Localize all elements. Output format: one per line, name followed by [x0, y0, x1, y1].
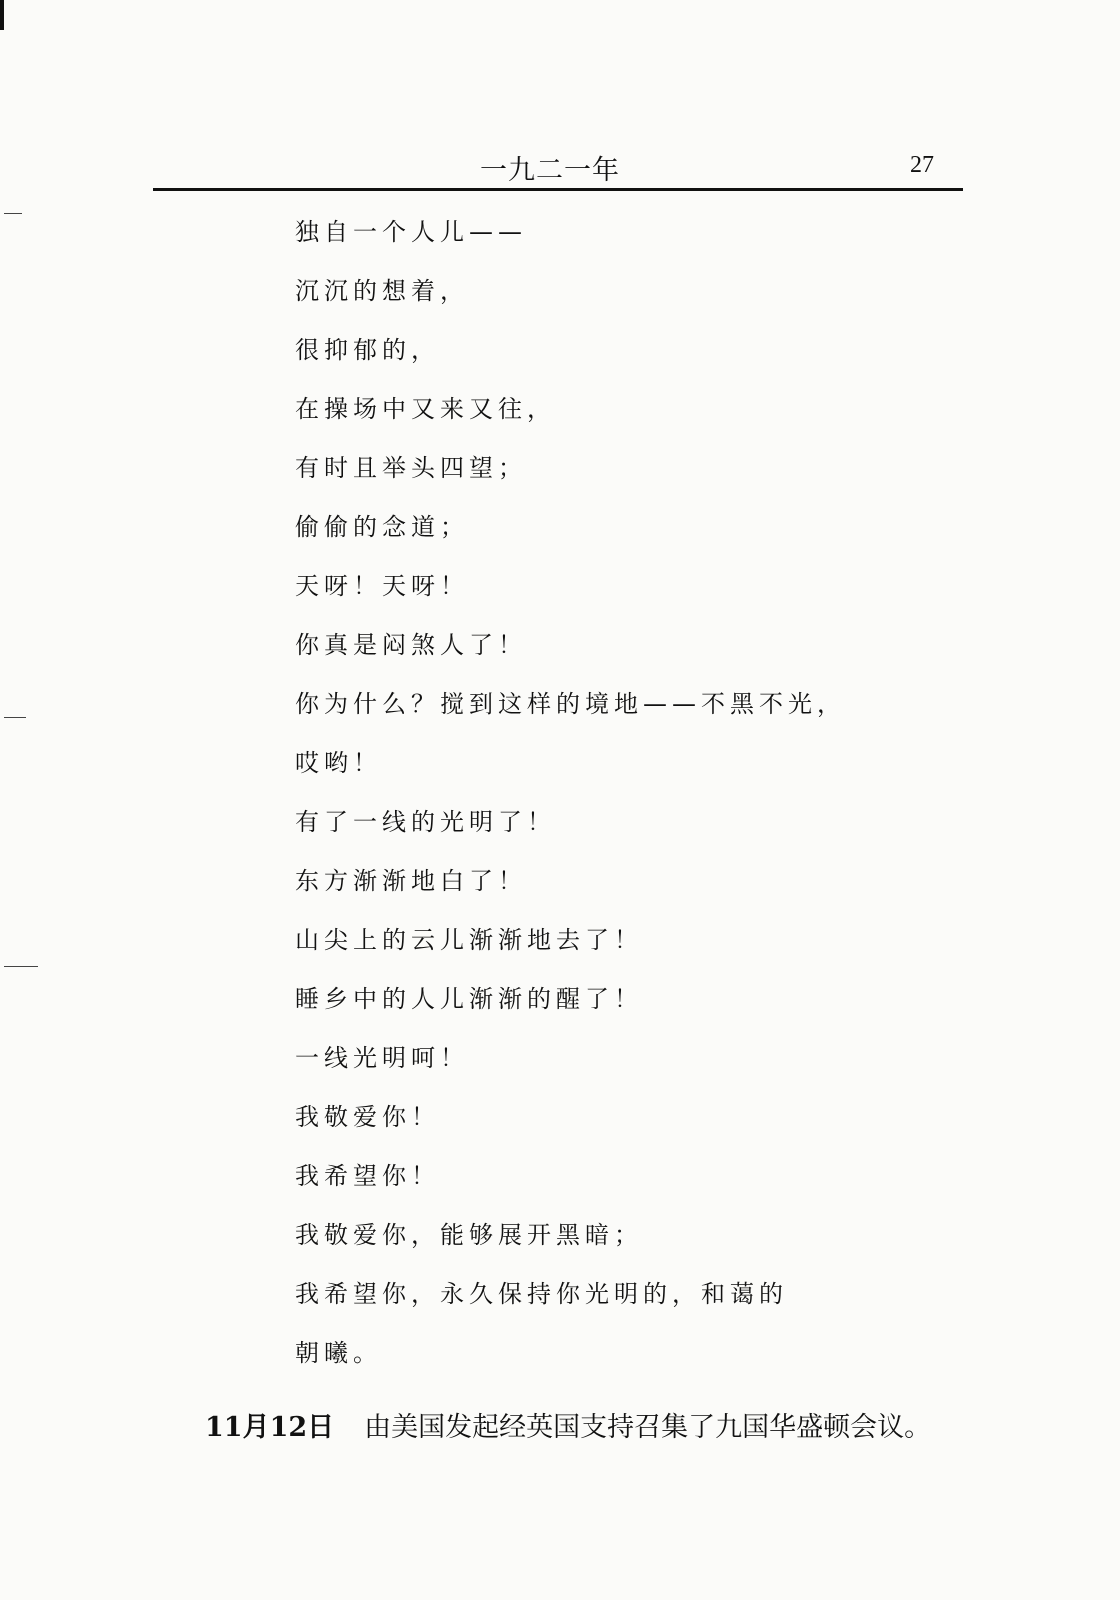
- poem-line: 偷偷的念道；: [295, 513, 469, 541]
- poem-line: 东方渐渐地白了！: [295, 867, 527, 895]
- poem-line: 朝曦。: [295, 1339, 382, 1367]
- page-number: 27: [910, 152, 934, 178]
- poem-line: 我敬爱你！: [295, 1103, 440, 1131]
- poem-line: 独自一个人儿——: [295, 218, 527, 246]
- poem-line: 很抑郁的，: [295, 336, 440, 364]
- poem-line: 哎哟！: [295, 749, 382, 777]
- poem-line: 有时且举头四望；: [295, 454, 527, 482]
- poem-line: 沉沉的想着，: [295, 277, 469, 305]
- margin-mark: [4, 213, 22, 214]
- poem-line: 我敬爱你，能够展开黑暗；: [295, 1221, 643, 1249]
- poem-line: 我希望你！: [295, 1162, 440, 1190]
- margin-mark: [4, 717, 26, 718]
- entry-text: 由美国发起经英国支持召集了九国华盛顿会议。: [364, 1412, 932, 1443]
- margin-mark: [4, 966, 38, 967]
- poem-line: 你为什么？搅到这样的境地——不黑不光，: [295, 690, 846, 718]
- poem-line: 我希望你，永久保持你光明的，和蔼的: [295, 1280, 788, 1308]
- poem-line: 山尖上的云儿渐渐地去了！: [295, 926, 643, 954]
- poem-line: 你真是闷煞人了！: [295, 631, 527, 659]
- chronology-entry: [205, 1405, 931, 1444]
- poem-line: 睡乡中的人儿渐渐的醒了！: [295, 985, 643, 1013]
- poem-line: 在操场中又来又往，: [295, 395, 556, 423]
- entry-date: 11月12日: [205, 1412, 335, 1443]
- poem-line: 有了一线的光明了！: [295, 808, 556, 836]
- poem-line: 一线光明呵！: [295, 1044, 469, 1072]
- header-rule: [153, 188, 963, 191]
- poem: [295, 212, 846, 1392]
- poem-line: 天呀！天呀！: [295, 572, 469, 600]
- running-header-title: 一九二一年: [480, 155, 620, 186]
- scan-edge-mark: [0, 0, 4, 30]
